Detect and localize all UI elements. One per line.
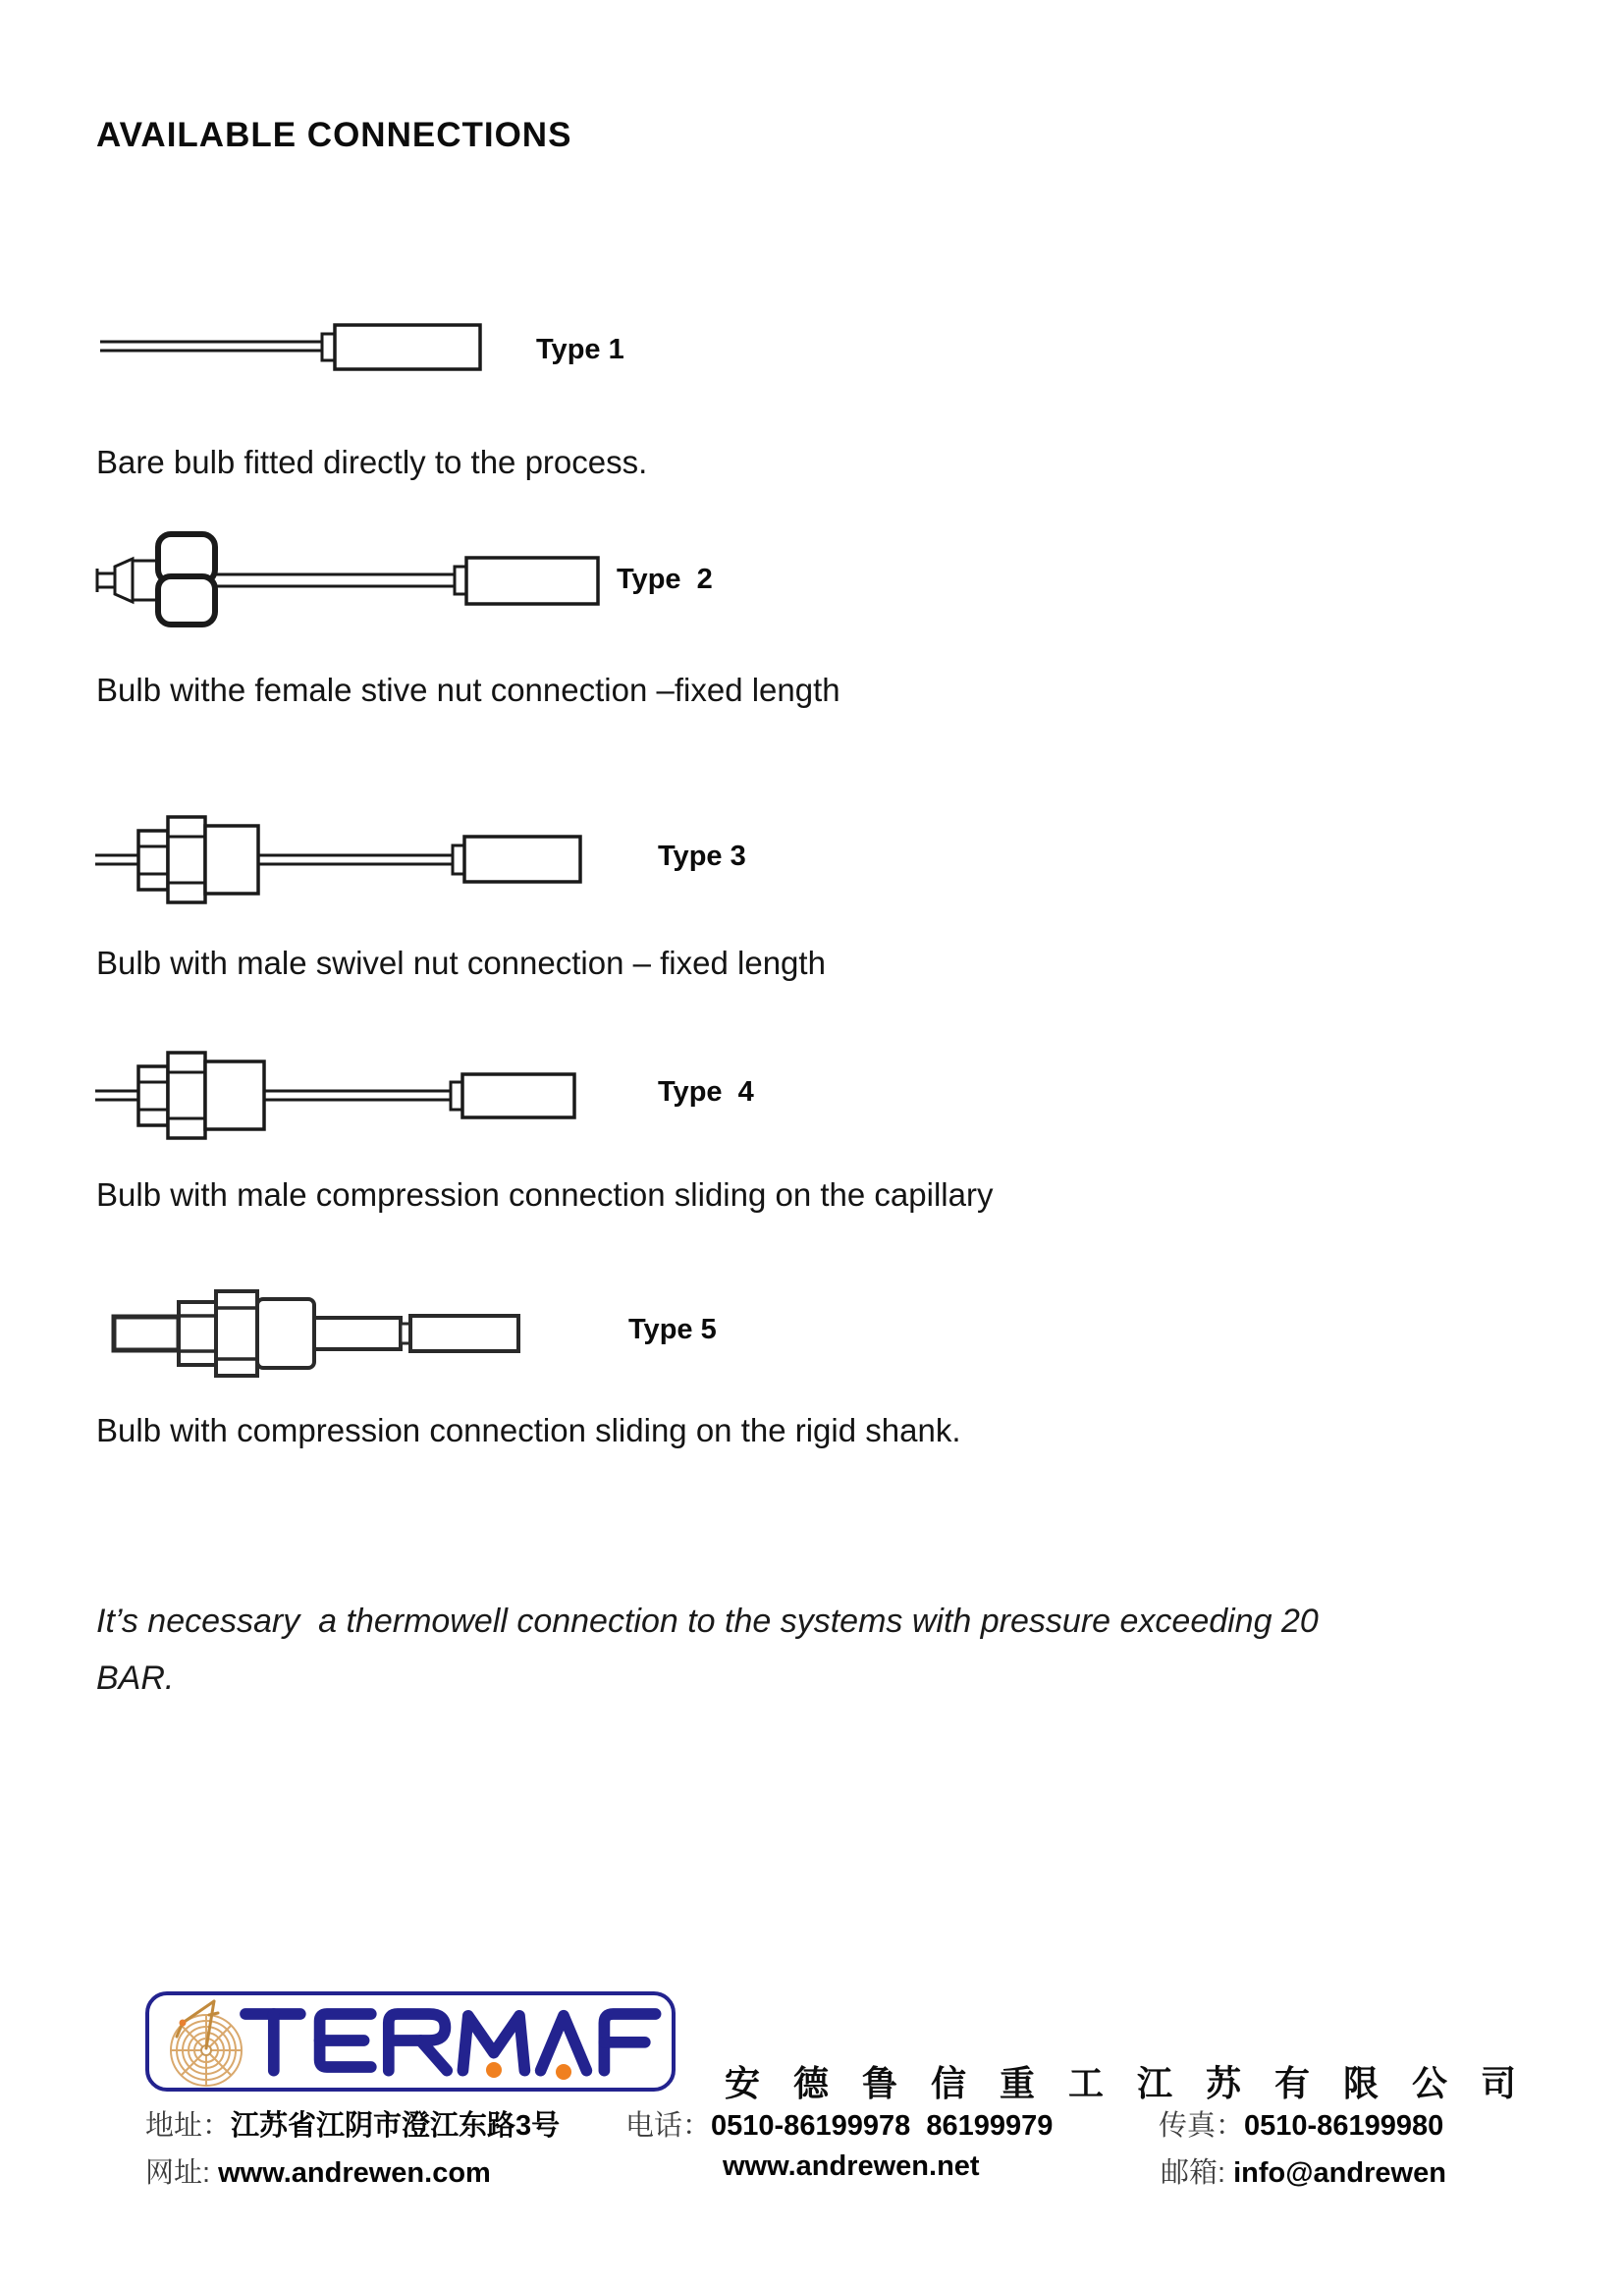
connection-drawing-type-5 — [110, 1280, 645, 1385]
footer-web-group — [145, 2150, 491, 2191]
bare-bulb-diagram — [98, 320, 483, 377]
type-3-label: Type 3 — [658, 841, 746, 872]
phone-value: 0510-86199978 86199979 — [711, 2110, 1054, 2142]
address-label: 地址： — [145, 2110, 232, 2142]
fax-value: 0510-86199980 — [1244, 2110, 1444, 2142]
type-5-caption: Bulb with compression connection sliding on the rigid shank. — [96, 1412, 961, 1448]
male-swivel-nut-diagram — [93, 807, 628, 911]
fax-label: 传真： — [1159, 2110, 1245, 2142]
type-4-caption: Bulb with male compression connection sliding on the capillary — [96, 1176, 994, 1213]
email-label: 邮箱: — [1161, 2157, 1234, 2189]
type-2-label: Type 2 — [617, 564, 713, 595]
web-label: 网址: — [145, 2157, 219, 2189]
footer-phone-group — [625, 2103, 1053, 2144]
company-name-chinese: 安 德 鲁 信 重 工 江 苏 有 限 公 司 — [725, 2063, 1529, 2103]
footer-fax-group — [1159, 2103, 1443, 2144]
phone-label: 电话： — [625, 2110, 712, 2142]
thermowell-note-line-2: BAR. — [96, 1659, 175, 1697]
page-title: AVAILABLE CONNECTIONS — [96, 116, 572, 154]
type-5-label: Type 5 — [628, 1314, 717, 1345]
footer-email-group — [1161, 2150, 1446, 2191]
web-value-net: www.andrewen.net — [723, 2150, 980, 2182]
termaf-logo-graphic — [145, 1991, 676, 2092]
thermowell-note-line-1: It’s necessary a thermowell connection to the systems with pressure exceeding 20 — [96, 1603, 1319, 1640]
connection-drawing-type-3 — [93, 807, 628, 911]
termaf-logo — [145, 1991, 676, 2096]
orange-dot-m — [486, 2062, 502, 2078]
address-value: 江苏省江阴市澄江东路3号 — [231, 2110, 561, 2142]
connection-drawing-type-4 — [93, 1043, 628, 1147]
type-1-caption: Bare bulb fitted directly to the process. — [96, 444, 648, 480]
orange-dot-a — [556, 2064, 571, 2080]
connection-drawing-type-1 — [98, 320, 483, 377]
connection-drawing-type-2 — [93, 527, 604, 631]
email-value: info@andrewen — [1233, 2157, 1446, 2189]
compression-rigid-shank-diagram — [110, 1280, 645, 1385]
type-2-caption: Bulb withe female stive nut connection –fixed length — [96, 672, 840, 708]
type-4-label: Type 4 — [658, 1076, 754, 1108]
web-value-com: www.andrewen.com — [218, 2157, 491, 2189]
type-3-caption: Bulb with male swivel nut connection – fixed length — [96, 945, 826, 981]
type-1-label: Type 1 — [536, 334, 624, 365]
footer-address-group — [145, 2103, 560, 2144]
male-compression-diagram — [93, 1043, 628, 1147]
female-stive-nut-diagram — [93, 527, 604, 631]
footer-web2-group — [723, 2150, 980, 2183]
